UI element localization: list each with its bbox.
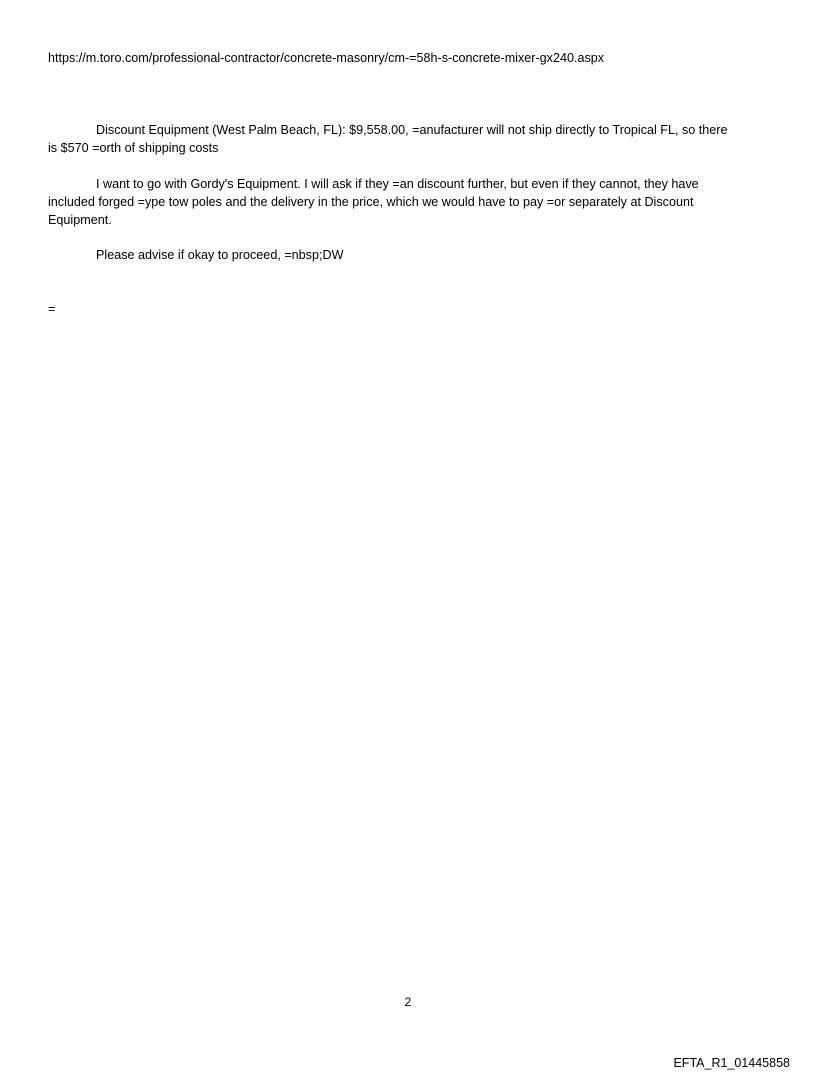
paragraph-gordys-equipment xyxy=(48,175,776,229)
paragraph-line: is $570 =orth of shipping costs xyxy=(48,141,219,155)
bates-number: EFTA_R1_01445858 xyxy=(673,1056,790,1070)
paragraph-line: Please advise if okay to proceed, =nbsp;DW xyxy=(96,248,344,262)
paragraph-discount-equipment xyxy=(48,121,776,157)
paragraph-line: I want to go with Gordy's Equipment. I will ask if they =an discount further, but even if they cannot, they have xyxy=(96,177,699,191)
paragraph-line: Equipment. xyxy=(48,213,112,227)
url-link-text: https://m.toro.com/professional-contractor/concrete-masonry/cm-=58h-s-concrete-mixer-gx240.aspx xyxy=(48,51,605,65)
paragraph-advise xyxy=(48,246,776,264)
trailing-equals-text: = xyxy=(48,302,56,316)
paragraph-line: included forged =ype tow poles and the delivery in the price, which we would have to pay =or separately at Discount xyxy=(48,195,694,209)
paragraph-line: Discount Equipment (West Palm Beach, FL): $9,558.00, =anufacturer will not ship directly to Tropical FL, so there xyxy=(96,123,728,137)
page-number: 2 xyxy=(404,995,412,1009)
